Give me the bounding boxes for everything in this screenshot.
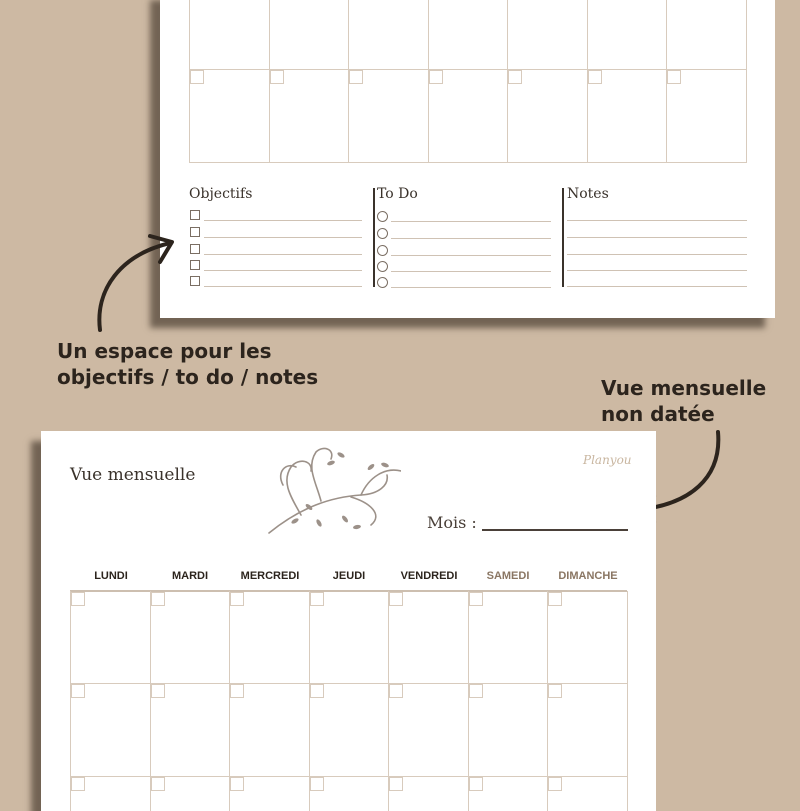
day-number-box xyxy=(548,592,562,606)
weekday-label: MARDI xyxy=(171,570,209,582)
floral-ornament-icon xyxy=(261,437,401,539)
day-number-box xyxy=(469,592,483,606)
caption-objectifs xyxy=(57,338,318,390)
caption-line: Vue mensuelle xyxy=(601,376,767,400)
caption-line: Un espace pour les xyxy=(57,339,272,363)
day-number-box xyxy=(310,592,324,606)
day-number-box xyxy=(71,592,85,606)
day-number-box xyxy=(469,684,483,698)
weekday-label: MERCREDI xyxy=(240,570,300,582)
day-number-box xyxy=(469,777,483,791)
day-number-box xyxy=(71,684,85,698)
objectifs-title: Objectifs xyxy=(189,186,253,202)
curved-arrow-icon xyxy=(99,236,172,330)
mois-label: Mois : xyxy=(427,513,477,532)
notes-title: Notes xyxy=(567,186,609,202)
brand-logo: Planyou xyxy=(583,453,632,467)
day-number-box xyxy=(389,777,403,791)
day-number-box xyxy=(151,592,165,606)
grid-line xyxy=(627,591,628,811)
monthly-page-bottom xyxy=(41,431,656,811)
day-number-box xyxy=(310,777,324,791)
day-number-box xyxy=(310,684,324,698)
page-title: Vue mensuelle xyxy=(70,465,196,485)
day-number-box xyxy=(230,777,244,791)
weekday-label: JEUDI xyxy=(332,570,366,582)
todo-title: To Do xyxy=(377,186,418,202)
caption-vue-mensuelle xyxy=(601,375,766,427)
caption-line: objectifs / to do / notes xyxy=(57,365,319,389)
day-number-box xyxy=(389,684,403,698)
weekday-label-weekend: SAMEDI xyxy=(486,570,530,582)
weekday-label: VENDREDI xyxy=(400,570,458,582)
day-number-box xyxy=(389,592,403,606)
weekday-label-weekend: DIMANCHE xyxy=(558,570,618,582)
day-number-box xyxy=(548,777,562,791)
mois-field[interactable] xyxy=(482,529,628,531)
day-number-box xyxy=(230,684,244,698)
day-number-box xyxy=(151,684,165,698)
day-number-box xyxy=(151,777,165,791)
day-number-box xyxy=(548,684,562,698)
day-number-box xyxy=(71,777,85,791)
weekday-label: LUNDI xyxy=(94,570,128,582)
day-number-box xyxy=(230,592,244,606)
caption-line: non datée xyxy=(601,402,715,426)
